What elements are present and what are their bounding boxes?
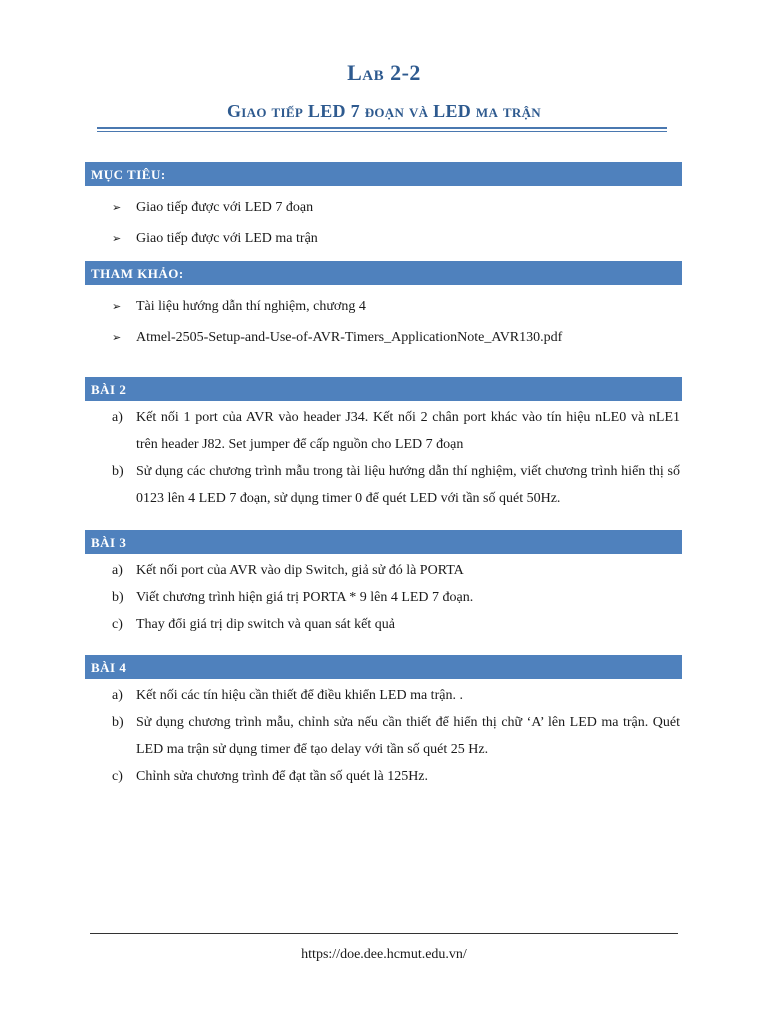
footer-divider bbox=[90, 933, 678, 934]
title-divider-thick bbox=[97, 127, 667, 129]
section-header-references: THAM KHẢO: bbox=[85, 261, 682, 285]
section-header-bai2: BÀI 2 bbox=[85, 377, 682, 401]
exercise-item: a) Kết nối port của AVR vào dip Switch, giả sử đó là PORTA bbox=[112, 563, 464, 578]
exercise-item: b) Sử dụng chương trình mẫu, chỉnh sửa nếu cần thiết để hiển thị chữ ‘A’ lên LED ma trận. Quét LED ma trận sử dụng timer để tạo delay với tần số quét 25 Hz. bbox=[112, 715, 680, 757]
exercise-item: a) Kết nối 1 port của AVR vào header J34. Kết nối 2 chân port khác vào tín hiệu nLE0 và nLE1 trên header J82. Set jumper để cấp nguồn cho LED 7 đoạn bbox=[112, 410, 680, 452]
exercise-item: a) Kết nối các tín hiệu cần thiết để điều khiển LED ma trận. . bbox=[112, 688, 463, 703]
section-header-bai3: BÀI 3 bbox=[85, 530, 682, 554]
exercise-item: c) Chỉnh sửa chương trình để đạt tần số quét là 125Hz. bbox=[112, 769, 429, 784]
page-title: Lab 2-2 bbox=[347, 60, 421, 85]
exercise-item: b) Sử dụng các chương trình mẫu trong tài liệu hướng dẫn thí nghiệm, viết chương trình hiển thị số 0123 lên 4 LED 7 đoạn, sử dụng timer 0 để quét LED với tần số quét 50Hz. bbox=[112, 464, 680, 506]
list-item: ➢ Atmel-2505-Setup-and-Use-of-AVR-Timers_ApplicationNote_AVR130.pdf bbox=[112, 330, 563, 345]
footer-url: https://doe.dee.hcmut.edu.vn/ bbox=[301, 947, 467, 962]
page-subtitle: Giao tiếp LED 7 đoạn và LED ma trận bbox=[227, 101, 541, 121]
list-item: ➢ Tài liệu hướng dẫn thí nghiệm, chương 4 bbox=[112, 299, 366, 314]
list-item: ➢ Giao tiếp được với LED ma trận bbox=[112, 231, 318, 246]
arrow-bullet-icon: ➢ bbox=[112, 232, 122, 245]
arrow-bullet-icon: ➢ bbox=[112, 300, 122, 313]
title-divider-thin bbox=[97, 131, 667, 132]
arrow-bullet-icon: ➢ bbox=[112, 331, 122, 344]
section-header-bai4: BÀI 4 bbox=[85, 655, 682, 679]
arrow-bullet-icon: ➢ bbox=[112, 201, 122, 214]
list-item: ➢ Giao tiếp được với LED 7 đoạn bbox=[112, 200, 314, 215]
exercise-item: b) Viết chương trình hiện giá trị PORTA * 9 lên 4 LED 7 đoạn. bbox=[112, 590, 474, 605]
section-header-objectives: MỤC TIÊU: bbox=[85, 162, 682, 186]
exercise-item: c) Thay đổi giá trị dip switch và quan sát kết quả bbox=[112, 617, 395, 632]
